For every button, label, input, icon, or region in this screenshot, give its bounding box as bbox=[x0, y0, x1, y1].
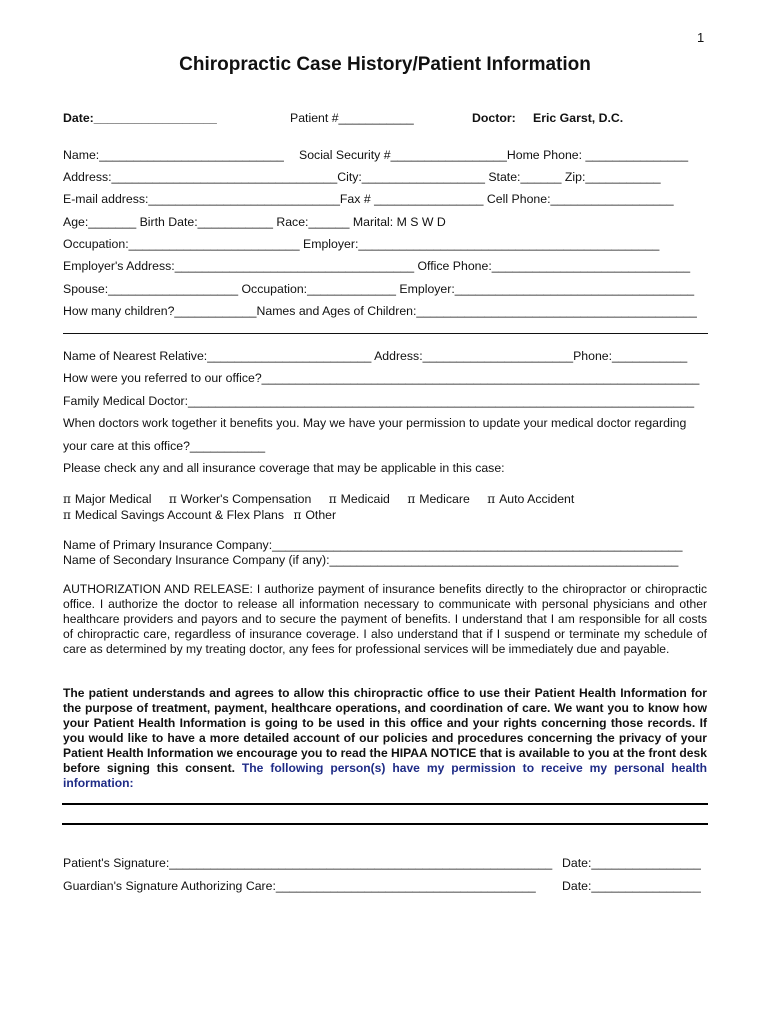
permission-answer-field[interactable]: your care at this office?___________ bbox=[63, 439, 266, 453]
hipaa-consent bbox=[63, 686, 707, 791]
children-field[interactable]: How many children?____________Names and Ages of Children:_________________________________________ bbox=[63, 304, 697, 318]
patient-signature-date[interactable]: Date:________________ bbox=[562, 856, 701, 870]
date-field[interactable]: Date:__________________ bbox=[63, 111, 217, 125]
email-fax-cell-field[interactable]: E-mail address:____________________________Fax # ________________ Cell Phone:__________________ bbox=[63, 192, 674, 206]
checkbox-icon: π bbox=[407, 492, 416, 506]
occupation-employer-field[interactable]: Occupation:_________________________ Employer:____________________________________________ bbox=[63, 237, 660, 251]
authorized-person-line-1[interactable] bbox=[62, 803, 708, 805]
checkbox-auto-accident[interactable]: π Auto Accident bbox=[487, 492, 575, 506]
checkbox-icon: π bbox=[168, 492, 177, 506]
authorized-person-line-2[interactable] bbox=[62, 823, 708, 825]
checkbox-icon: π bbox=[328, 492, 337, 506]
page-title: Chiropractic Case History/Patient Information bbox=[179, 54, 591, 75]
employer-address-field[interactable]: Employer's Address:___________________________________ Office Phone:_____________________________ bbox=[63, 259, 691, 273]
hipaa-permission-text: The following person(s) have my permission to receive my personal health information: bbox=[63, 761, 707, 790]
children-extra-line[interactable] bbox=[63, 333, 708, 334]
address-field[interactable]: Address:_________________________________City:__________________ State:______ Zip:___________ bbox=[63, 170, 661, 184]
insurance-prompt: Please check any and all insurance coverage that may be applicable in this case: bbox=[63, 461, 505, 475]
insurance-options-row-1 bbox=[63, 492, 708, 506]
patient-number-field[interactable]: Patient #___________ bbox=[290, 111, 414, 125]
hipaa-text: The patient understands and agrees to allow this chiropractic office to use their Patient Health Information for the purpose of treatment, payment, healthcare operations, and coordination of care. We want you to know how your Patient Health Information is going to be used in this office and your rights concerning those records. If you would like to have a more detailed account of our policies and procedures concerning the privacy of your Patient Health Information we encourage you to read the HIPAA NOTICE that is available to you at the front desk before signing this consent. bbox=[63, 686, 707, 775]
checkbox-icon: π bbox=[63, 492, 71, 506]
doctor-label: Doctor: bbox=[472, 111, 516, 125]
checkbox-medical-savings[interactable]: π Medical Savings Account & Flex Plans bbox=[63, 508, 285, 522]
patient-signature-field[interactable]: Patient's Signature:________________________________________________________ bbox=[63, 856, 553, 870]
family-doctor-field[interactable]: Family Medical Doctor:__________________________________________________________________________ bbox=[63, 394, 695, 408]
insurance-options-row-2 bbox=[63, 508, 708, 522]
doctor-name: Eric Garst, D.C. bbox=[533, 111, 624, 125]
checkbox-medicaid[interactable]: π Medicaid bbox=[328, 492, 390, 506]
referral-field[interactable]: How were you referred to our office?________________________________________________________________ bbox=[63, 371, 700, 385]
checkbox-workers-compensation[interactable]: π Worker's Compensation bbox=[168, 492, 312, 506]
age-birth-race-marital-field[interactable]: Age:_______ Birth Date:___________ Race:______ Marital: M S W D bbox=[63, 215, 446, 229]
primary-insurance-field[interactable]: Name of Primary Insurance Company:____________________________________________________________ bbox=[63, 538, 683, 552]
page-number: 1 bbox=[697, 30, 705, 45]
ssn-home-phone-field[interactable]: Social Security #_________________Home Phone: _______________ bbox=[299, 148, 689, 162]
name-field[interactable]: Name:___________________________ bbox=[63, 148, 284, 162]
nearest-relative-field[interactable]: Name of Nearest Relative:________________________ Address:______________________Phone:___________ bbox=[63, 349, 688, 363]
authorization-release-text: AUTHORIZATION AND RELEASE: I authorize payment of insurance benefits directly to the chiropractor or chiropractic office. I authorize the doctor to release all information necessary to communicate with personal physicians and other healthcare providers and payors and to secure the payment of benefits. I understand that I am responsible for all costs of chiropractic care, regardless of insurance coverage. I also understand that if I suspend or terminate my schedule of care as determined by my treating doctor, any fees for professional services will be immediately due and payable. bbox=[63, 582, 707, 656]
checkbox-icon: π bbox=[293, 508, 302, 522]
checkbox-medicare[interactable]: π Medicare bbox=[407, 492, 470, 506]
guardian-signature-field[interactable]: Guardian's Signature Authorizing Care:______________________________________ bbox=[63, 879, 536, 893]
spouse-field[interactable]: Spouse:___________________ Occupation:_____________ Employer:___________________________________ bbox=[63, 282, 695, 296]
checkbox-icon: π bbox=[63, 508, 71, 522]
checkbox-other[interactable]: π Other bbox=[293, 508, 337, 522]
permission-question: When doctors work together it benefits you. May we have your permission to update your medical doctor regarding bbox=[63, 416, 687, 430]
guardian-signature-date[interactable]: Date:________________ bbox=[562, 879, 701, 893]
checkbox-major-medical[interactable]: π Major Medical bbox=[63, 492, 152, 506]
checkbox-icon: π bbox=[487, 492, 496, 506]
secondary-insurance-field[interactable]: Name of Secondary Insurance Company (if any):___________________________________________________ bbox=[63, 553, 679, 567]
